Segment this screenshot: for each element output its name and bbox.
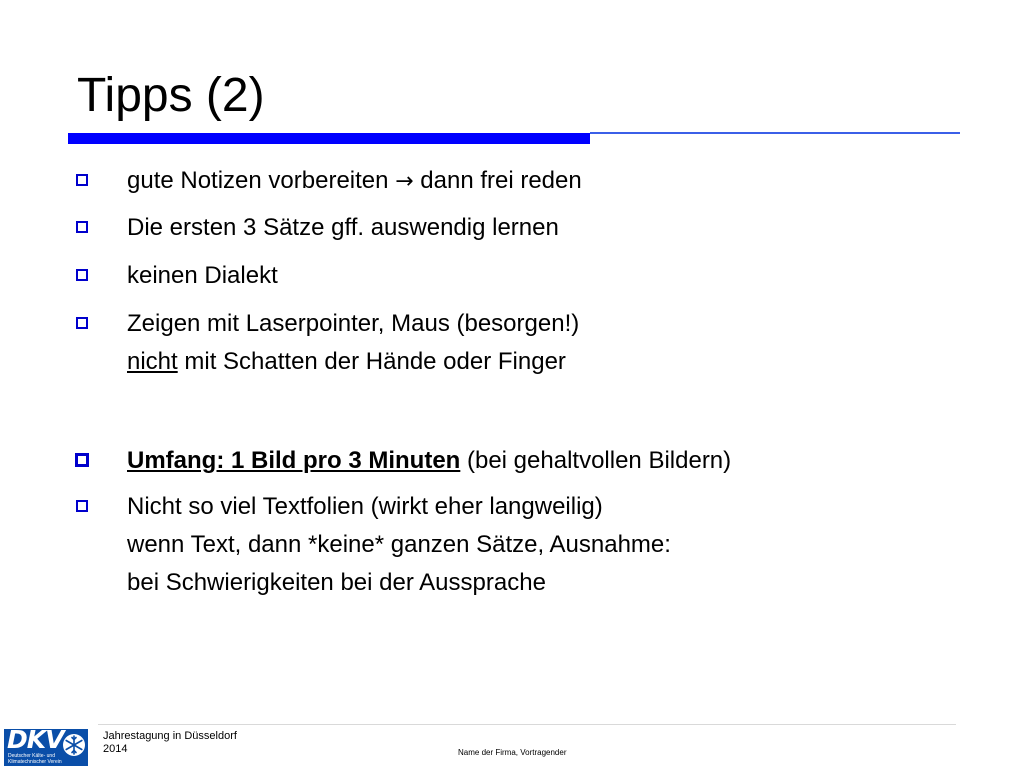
bullet-line xyxy=(127,343,579,381)
logo-tagline-line: Klimatechnischer Verein xyxy=(8,759,62,765)
bullet-text xyxy=(127,209,559,247)
square-bullet-icon xyxy=(76,174,88,186)
bullet-text xyxy=(127,442,731,480)
square-bullet-icon xyxy=(76,221,88,233)
logo-tagline-line: Deutscher Kälte- und xyxy=(8,753,55,759)
emphasis-bold: Umfang: 1 Bild pro 3 Minuten xyxy=(127,447,461,474)
footer-company: Name der Firma, Vortragender xyxy=(458,748,567,757)
square-bullet-icon xyxy=(75,453,89,467)
footer-event xyxy=(103,730,237,756)
bullet-line: wenn Text, dann *keine* ganzen Sätze, Ausnahme: xyxy=(127,531,671,558)
bullet-text-part: mit Schatten der Hände oder Finger xyxy=(177,348,566,375)
snowflake-icon xyxy=(62,733,86,757)
bullet-text xyxy=(127,305,579,381)
bullet-text-part: (bei gehaltvollen Bildern) xyxy=(460,447,732,474)
bullet-text-part: dann frei reden xyxy=(413,167,582,194)
arrow-right-icon: → xyxy=(395,169,414,194)
footer-divider xyxy=(98,724,956,725)
bullet-line: Zeigen mit Laserpointer, Maus (besorgen!) xyxy=(127,310,580,337)
square-bullet-icon xyxy=(76,269,88,281)
logo-wordmark: DKV xyxy=(7,729,64,754)
square-bullet-icon xyxy=(76,500,88,512)
bullet-line: Die ersten 3 Sätze gff. auswendig lernen xyxy=(127,214,559,241)
bullet-text xyxy=(127,257,278,295)
slide-title: Tipps (2) xyxy=(77,69,265,122)
footer-event-year: 2014 xyxy=(103,743,128,755)
footer-event-line: Jahrestagung in Düsseldorf xyxy=(103,730,237,742)
bullet-line xyxy=(127,162,582,201)
bullet-text xyxy=(127,162,582,201)
logo-tagline xyxy=(8,753,62,765)
dkv-logo xyxy=(4,729,88,766)
bullet-line: keinen Dialekt xyxy=(127,262,278,289)
bullet-line xyxy=(127,442,731,480)
emphasis-underlined: nicht xyxy=(127,348,178,375)
bullet-text xyxy=(127,488,671,602)
square-bullet-icon xyxy=(76,317,88,329)
bullet-line: Nicht so viel Textfolien (wirkt eher langweilig) xyxy=(127,493,603,520)
bullet-text-part: gute Notizen vorbereiten xyxy=(127,167,396,194)
bullet-line: bei Schwierigkeiten bei der Aussprache xyxy=(127,569,546,596)
